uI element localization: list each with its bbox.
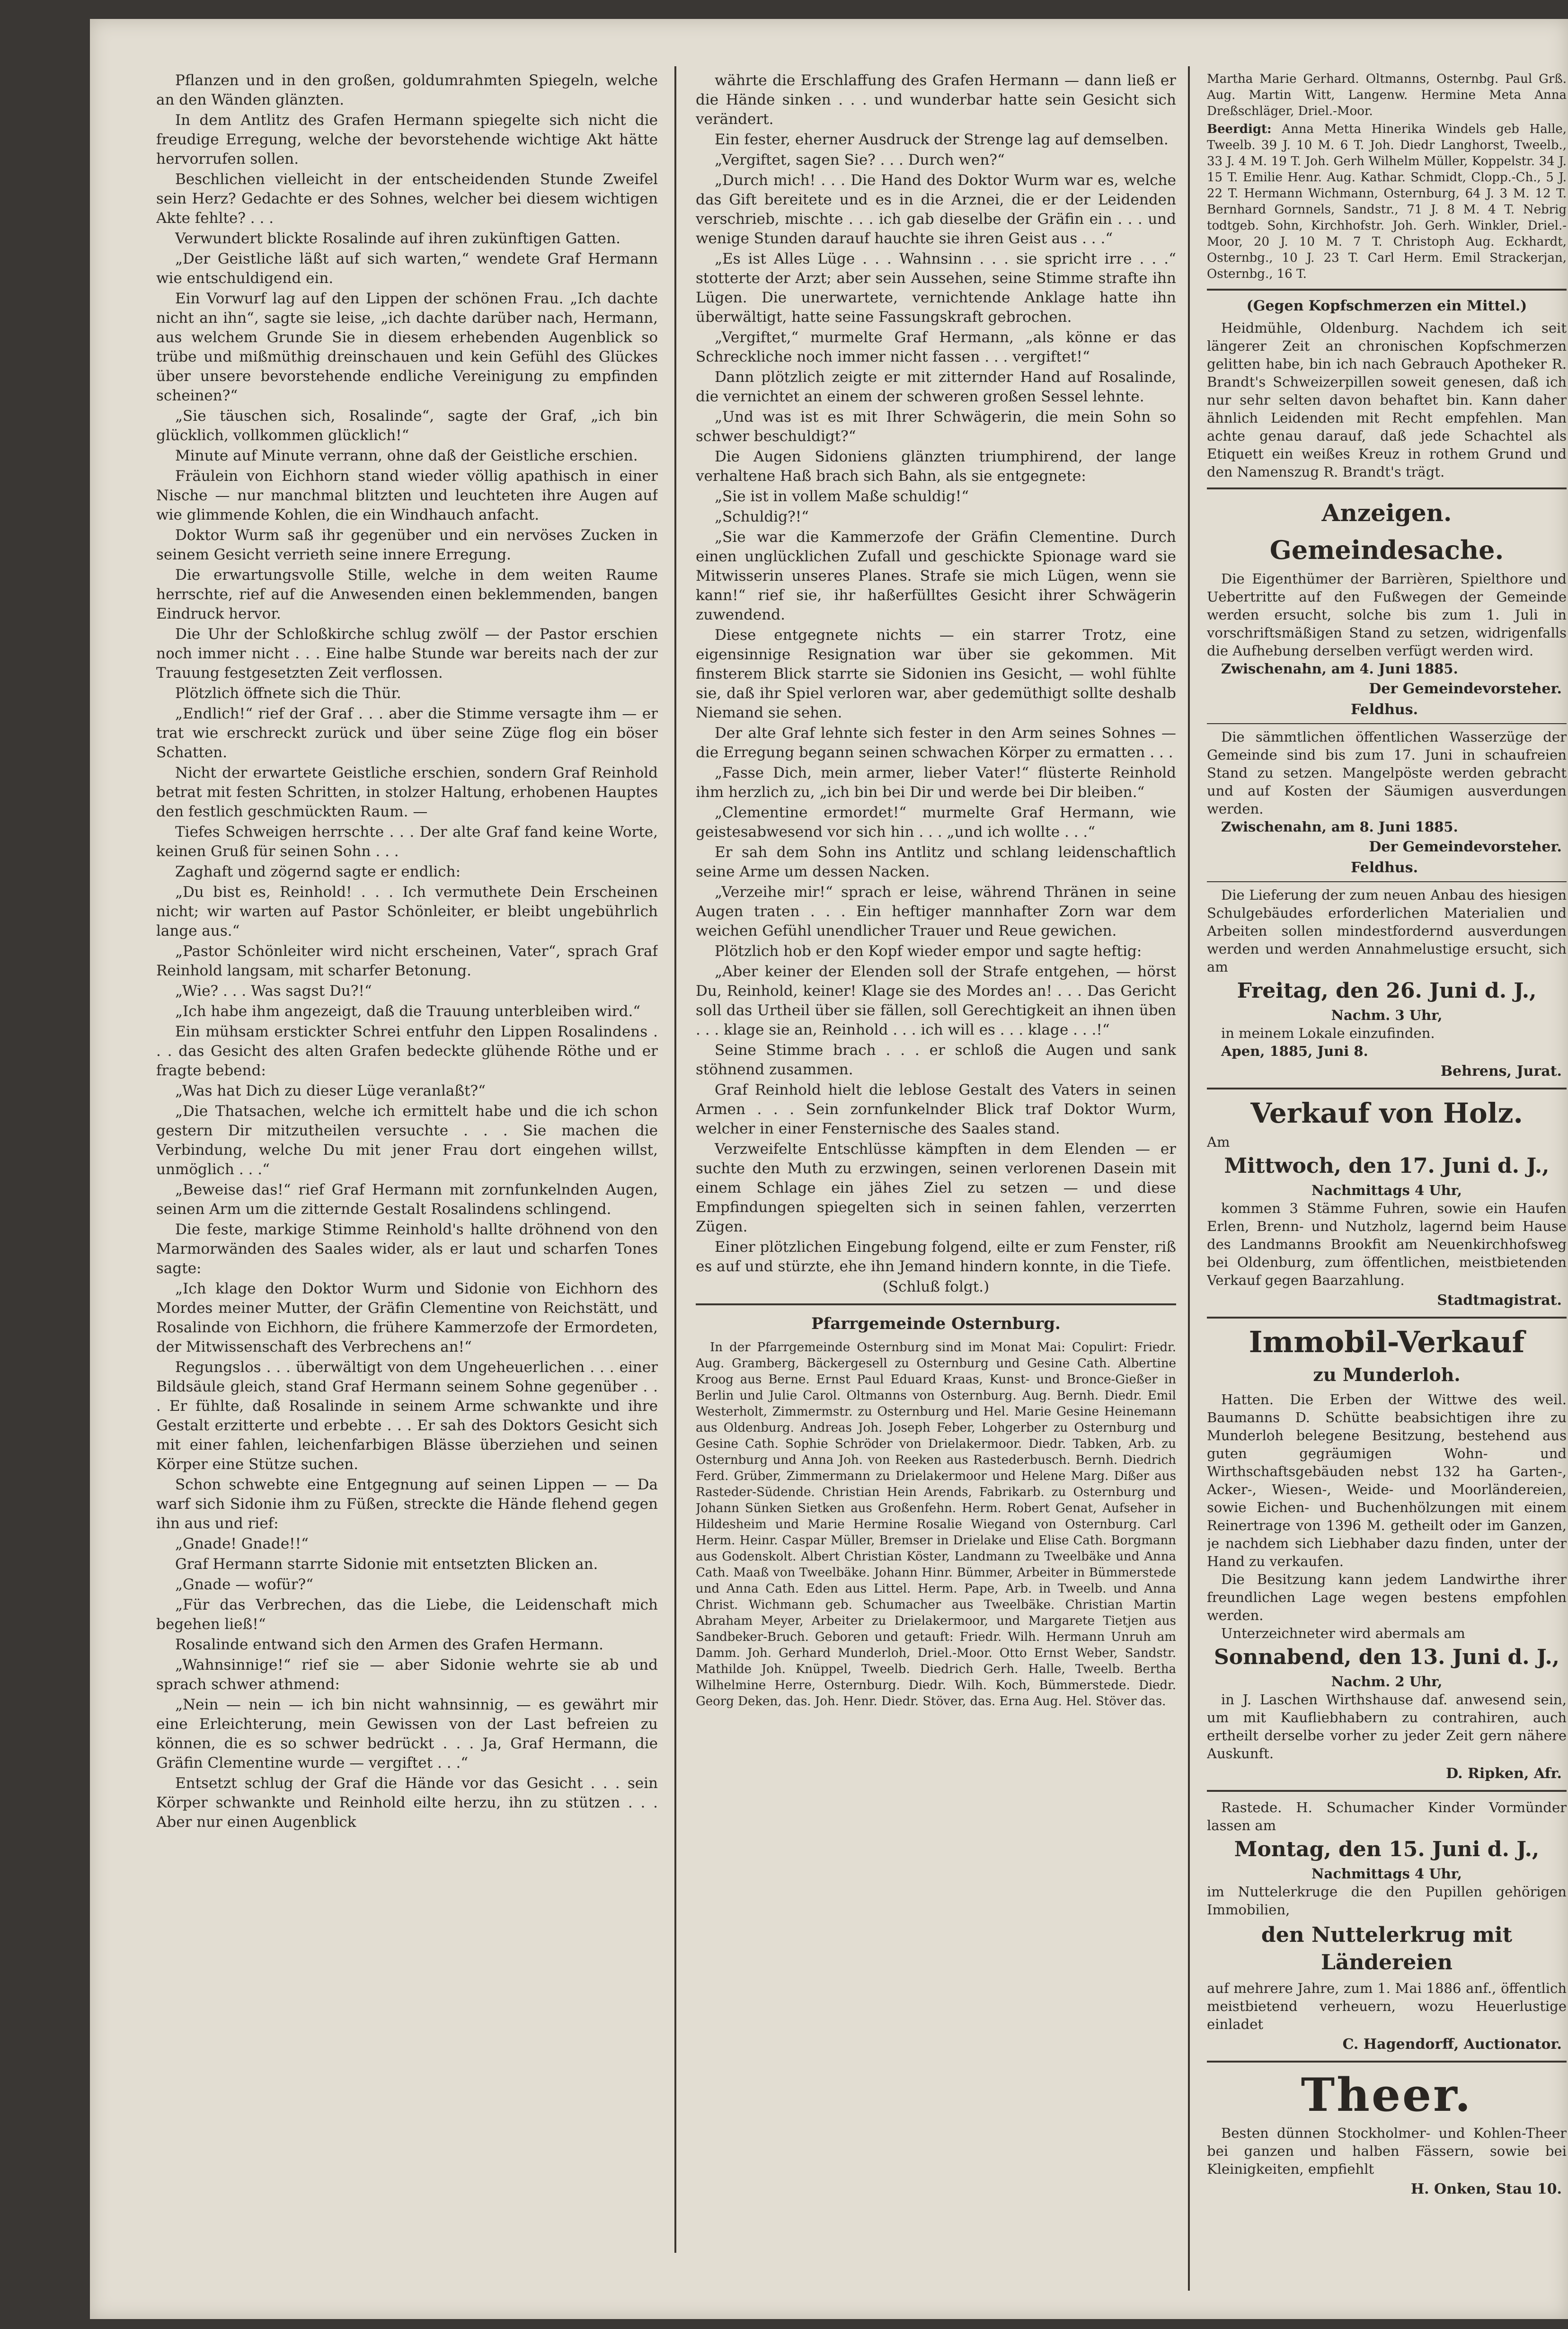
ad-estate-text3: Unterzeichneter wird abermals am xyxy=(1221,1625,1465,1641)
divider xyxy=(1207,723,1567,724)
divider xyxy=(1207,289,1567,291)
divider xyxy=(1207,1317,1567,1319)
story-paragraph: „Ich habe ihm angezeigt, daß die Trauung unterbleiben wird.“ xyxy=(175,1003,641,1020)
ad-school-place: Apen, 1885, Juni 8. xyxy=(1221,1043,1368,1059)
story-paragraph: „Clementine ermordet!“ murmelte Graf Hermann, wie geistesabwesend vor sich hin . . . „und ich wollte . . .“ xyxy=(696,804,1176,841)
story-paragraph: „Aber keiner der Elenden soll der Strafe entgehen, — hörst Du, Reinhold, keiner! Klage sie des Mordes an! . . . Das Gericht soll das Urtheil über sie fällen, soll Gerechtigkeit an ihnen üben . . . klage sie an, Reinhold . . . ich will es . . . klage . . .!“ xyxy=(696,963,1176,1038)
story-paragraph: Die Uhr der Schloßkirche schlug zwölf — der Pastor erschien noch immer nicht . . . Eine halbe Stunde war bereits nach der zur Trauung festgesetzten Zeit verflossen. xyxy=(156,626,658,682)
story-paragraph: Die Augen Sidoniens glänzten triumphirend, der lange verhaltene Haß brach sich Bahn, als sie entgegnete: xyxy=(696,448,1176,485)
story-paragraph: Pflanzen und in den großen, goldumrahmten Spiegeln, welche an den Wänden glänzten. xyxy=(156,72,658,108)
divider xyxy=(1207,487,1567,489)
to-be-continued: (Schluß folgt.) xyxy=(882,1278,990,1295)
story-paragraph: Die erwartungsvolle Stille, welche in dem weiten Raume herrschte, rief auf die Anwesenden einen beklemmenden, bangen Eindruck hervor. xyxy=(156,567,658,622)
story-paragraph: „Für das Verbrechen, das die Liebe, die Leidenschaft mich begehen ließ!“ xyxy=(156,1596,658,1633)
ad-rastede-text2: im Nuttelerkruge die den Pupillen gehörigen Immobilien, xyxy=(1207,1884,1567,1918)
divider xyxy=(696,1303,1176,1305)
story-paragraph: Ein fester, eherner Ausdruck der Strenge lag auf demselben. xyxy=(715,131,1169,148)
ad-wood-am: Am xyxy=(1207,1134,1230,1150)
column-advertisements xyxy=(1207,71,1567,2295)
column-rule xyxy=(674,66,676,2253)
ad-gemeinde-name: Feldhus. xyxy=(1350,701,1418,718)
ad-estate-title: Immobil-Verkauf xyxy=(1249,1325,1525,1359)
ad-tar-title: Theer. xyxy=(1301,2068,1473,2122)
story-paragraph: „Was hat Dich zu dieser Lüge veranlaßt?“ xyxy=(175,1082,486,1099)
story-paragraph: Ein mühsam erstickter Schrei entfuhr den Lippen Rosalindens . . . das Gesicht des alten Grafen bedeckte glühende Röthe und er fragte bebend: xyxy=(156,1023,658,1079)
story-paragraph: „Wie? . . . Was sagst Du?!“ xyxy=(175,983,372,1000)
story-paragraph: Minute auf Minute verrann, ohne daß der Geistliche erschien. xyxy=(175,447,638,464)
story-paragraph: Graf Reinhold hielt die leblose Gestalt des Vaters in seinen Armen . . . Sein zornfunkelnder Blick traf Doktor Wurm, welcher in einer Fensternische des Saales stand. xyxy=(696,1081,1176,1137)
story-paragraph: Verwundert blickte Rosalinde auf ihren zukünftigen Gatten. xyxy=(175,230,621,247)
story-paragraph: währte die Erschlaffung des Grafen Hermann — dann ließ er die Hände sinken . . . und wunderbar hatte sein Gesicht sich verändert. xyxy=(696,72,1176,128)
ad-wasser-name: Feldhus. xyxy=(1350,859,1418,876)
ad-headache-heading: (Gegen Kopfschmerzen ein Mittel.) xyxy=(1246,298,1527,314)
ad-estate-text4: in J. Laschen Wirthshause daf. anwesend sein, um mit Kaufliebhabern zu contrahiren, auch ertheilt derselbe vorher zu jeder Zeit gern nähere Auskunft. xyxy=(1207,1691,1567,1762)
ad-gemeinde-title: Gemeindesache. xyxy=(1269,535,1504,565)
ad-wood-title: Verkauf von Holz. xyxy=(1250,1097,1523,1129)
ad-estate-text2: Die Besitzung kann jedem Landwirthe ihrer freundlichen Lage wegen bestens empfohlen werden. xyxy=(1207,1571,1567,1623)
story-paragraph: „Die Thatsachen, welche ich ermittelt habe und die ich schon gestern Dir mitzutheilen versuchte . . . Sie machen die Verbindung, welche Du mit jener Frau dort eingehen willst, unmöglich . . .“ xyxy=(156,1103,658,1178)
story-paragraph: „Du bist es, Reinhold! . . . Ich vermuthete Dein Erscheinen nicht; wir warten auf Pastor Schönleiter, er bleibt ungebührlich lange aus.“ xyxy=(156,884,658,939)
ad-estate-signature: D. Ripken, Afr. xyxy=(1446,1765,1562,1782)
story-paragraph: Entsetzt schlug der Graf die Hände vor das Gesicht . . . sein Körper schwankte und Reinhold eilte herzu, ihn zu stützen . . . Aber nur einen Augenblick xyxy=(156,1775,658,1831)
births-continued: Martha Marie Gerhard. Oltmanns, Osternbg. Paul Grß. Aug. Martin Witt, Langenw. Hermine Meta Anna Dreßschläger, Driel.-Moor. xyxy=(1207,72,1567,118)
ad-gemeinde-text: Die Eigenthümer der Barrièren, Spielthore und Uebertritte auf den Fußwegen der Gemeinde werden ersucht, solche bis zum 1. Juli in vorschriftsmäßigen Stand zu setzen, widrigenfalls die Aufhebung derselben verfügt werden wird. xyxy=(1207,571,1567,659)
ad-estate-date: Sonnabend, den 13. Juni d. J., xyxy=(1214,1645,1559,1669)
ad-estate-text: Hatten. Die Erben der Wittwe des weil. Baumanns D. Schütte beabsichtigen ihre zu Munderloh belegene Besitzung, bestehend aus guten gegräumigen Wohn- und Wirthschaftsgebäuden nebst 132 ha Garten-, Acker-, Wiesen-, Weide- und Moorländereien, sowie Eichen- und Buchenhölzungen mit einem Reinertrage von 1396 M. getheilt oder im Ganzen, je nachdem sich Liebhaber dazu finden, unter der Hand zu verkaufen. xyxy=(1207,1391,1567,1569)
story-paragraph: „Ich klage den Doktor Wurm und Sidonie von Eichhorn des Mordes meiner Mutter, der Gräfin Clementine von Reichstätt, und Rosalinde von Eichhorn, die frühere Kammerzofe der Ermordeten, der Mitwissenschaft des Verbrechens an!“ xyxy=(156,1280,658,1355)
story-paragraph: Zaghaft und zögernd sagte er endlich: xyxy=(175,863,461,880)
story-paragraph: Nicht der erwartete Geistliche erschien, sondern Graf Reinhold betrat mit festen Schritten, in stolzer Haltung, erhobenen Hauptes den festlich geschmückten Raum. — xyxy=(156,764,658,820)
ad-headache-text: Heidmühle, Oldenburg. Nachdem ich seit längerer Zeit an chronischen Kopfschmerzen gelitten habe, bin ich nach Gebrauch Apotheker R. Brandt's Schweizerpillen soweit genesen, daß ich nur sehr selten davon behaftet bin. Kann daher ähnlich Leidenden mit Recht empfehlen. Man achte genau darauf, daß jede Schachtel als Etiquett ein weißes Kreuz in rothem Grund und den Namenszug R. Brandt's trägt. xyxy=(1207,320,1567,480)
ad-estate-time: Nachm. 2 Uhr, xyxy=(1331,1674,1443,1690)
section-anzeigen: Anzeigen. xyxy=(1321,499,1452,527)
burials-label: Beerdigt: xyxy=(1207,122,1272,136)
story-paragraph: „Gnade! Gnade!!“ xyxy=(175,1535,309,1552)
ad-wasser-signature: Der Gemeindevorsteher. xyxy=(1369,839,1562,855)
story-paragraph: Plötzlich öffnete sich die Thür. xyxy=(175,685,401,702)
story-paragraph: „Schuldig?!“ xyxy=(715,508,809,525)
ad-rastede-time: Nachmittags 4 Uhr, xyxy=(1311,1866,1462,1882)
ad-wood-text: kommen 3 Stämme Fuhren, sowie ein Haufen Erlen, Brenn- und Nutzholz, lagernd beim Hause des Landmanns Brookfit am Neuenkirchhofsweg bei Oldenburg, zum öffentlichen, meistbietenden Verkauf gegen Baarzahlung. xyxy=(1207,1200,1567,1288)
story-paragraph: „Endlich!“ rief der Graf . . . aber die Stimme versagte ihm — er trat wie erschreckt zurück und über seine Züge flog ein böser Schatten. xyxy=(156,705,658,761)
story-paragraph: Der alte Graf lehnte sich fester in den Arm seines Sohnes — die Erregung begann seinen schwachen Körper zu ermatten . . . xyxy=(696,725,1176,761)
ad-wood-time: Nachmittags 4 Uhr, xyxy=(1311,1182,1462,1198)
story-paragraph: Regungslos . . . überwältigt von dem Ungeheuerlichen . . . einer Bildsäule gleich, stand Graf Hermann seinem Sohne gegenüber . . . Er fühlte, daß Rosalinde in seinem Arme schwankte und ihre Gestalt erzitterte und erbebte . . . Er sah des Doktors Gesicht sich mit einer fahlen, leichenfarbigen Blässe überziehen und seinen Körper eine Stütze suchen. xyxy=(156,1359,658,1473)
divider xyxy=(1207,2061,1567,2063)
story-paragraph: „Beweise das!“ rief Graf Hermann mit zornfunkelnden Augen, seinen Arm um die zitternde Gestalt Rosalindens schlingend. xyxy=(156,1181,658,1218)
story-paragraph: Einer plötzlichen Eingebung folgend, eilte er zum Fenster, riß es auf und stürzte, ehe ihn Jemand hindern konnte, in die Tiefe. xyxy=(696,1239,1176,1275)
burials-list: Anna Metta Hinerika Windels geb Halle, Tweelb. 39 J. 10 M. 6 T. Joh. Diedr Langhorst, Tweelb., 33 J. 4 M. 19 T. Joh. Gerh Wilhelm Müller, Koppelstr. 34 J. 15 T. Emilie Henr. Aug. Kathar. Schmidt, Clopp.-Ch., 5 J. 22 T. Hermann Wichmann, Osternburg, 64 J. 3 M. 12 T. Bernhard Gornnels, Sandstr., 71 J. 8 M. 4 T. Nebrig todtgeb. Sohn, Kirchhofstr. Joh. Gerh. Winkler, Driel.-Moor, 20 J. 10 M. 7 T. Christoph Aug. Eckhardt, Osternbg., 10 J. 23 T. Carl Herm. Emil Strackerjan, Osternbg., 16 T. xyxy=(1207,122,1567,281)
ad-school-text2: in meinem Lokale einzufinden. xyxy=(1221,1025,1435,1041)
divider xyxy=(1207,1790,1567,1792)
ad-wasser-date: Zwischenahn, am 8. Juni 1885. xyxy=(1221,819,1458,835)
story-paragraph: Plötzlich hob er den Kopf wieder empor und sagte heftig: xyxy=(715,943,1142,960)
story-paragraph: Schon schwebte eine Entgegnung auf seinen Lippen — — Da warf sich Sidonie ihm zu Füßen, streckte die Hände flehend gegen ihn aus und rief: xyxy=(156,1476,658,1532)
ad-school-text: Die Lieferung der zum neuen Anbau des hiesigen Schulgebäudes erforderlichen Materialien und Arbeiten sollen mindestfordernd ausverdungen werden und werden Annahmelustige ersucht, sich am xyxy=(1207,887,1567,975)
story-paragraph: Die feste, markige Stimme Reinhold's hallte dröhnend von den Marmorwänden des Saales wider, als er laut und scharfen Tones sagte: xyxy=(156,1221,658,1277)
ad-rastede-big: den Nuttelerkrug mit Ländereien xyxy=(1261,1923,1513,1975)
column-story-2 xyxy=(696,71,1176,2229)
ad-tar-signature: H. Onken, Stau 10. xyxy=(1410,2181,1562,2197)
ad-rastede-date: Montag, den 15. Juni d. J., xyxy=(1234,1837,1540,1861)
ad-rastede-text: Rastede. H. Schumacher Kinder Vormünder lassen am xyxy=(1207,1799,1567,1833)
story-paragraph: „Sie war die Kammerzofe der Gräfin Clementine. Durch einen unglücklichen Zufall und geschickte Spionage ward sie Mitwisserin unseres Planes. Strafe sie mich Lügen, wenn sie kann!“ rief sie, ihr haßerfülltes Gesicht ihrer Schwägerin zuwendend. xyxy=(696,529,1176,623)
story-paragraph: „Gnade — wofür?“ xyxy=(175,1576,314,1593)
story-paragraph: Doktor Wurm saß ihr gegenüber und ein nervöses Zucken in seinem Gesicht verrieth seine innere Erregung. xyxy=(156,527,658,563)
ad-rastede-text3: auf mehrere Jahre, zum 1. Mai 1886 anf., öffentlich meistbietend verheuern, wozu Heuerlustige einladet xyxy=(1207,1980,1567,2032)
ad-gemeinde-signature: Der Gemeindevorsteher. xyxy=(1369,681,1562,697)
ad-gemeinde-date: Zwischenahn, am 4. Juni 1885. xyxy=(1221,661,1458,677)
story-paragraph: „Und was ist es mit Ihrer Schwägerin, die mein Sohn so schwer beschuldigt?“ xyxy=(696,408,1176,445)
story-paragraph: „Vergiftet, sagen Sie? . . . Durch wen?“ xyxy=(715,151,1005,168)
newspaper-page xyxy=(90,19,1568,2319)
divider xyxy=(1207,881,1567,882)
story-paragraph: „Der Geistliche läßt auf sich warten,“ wendete Graf Hermann wie entschuldigend ein. xyxy=(156,250,658,287)
story-paragraph: Er sah dem Sohn ins Antlitz und schlang leidenschaftlich seine Arme um dessen Nacken. xyxy=(696,844,1176,880)
story-paragraph: „Vergiftet,“ murmelte Graf Hermann, „als könne er das Schreckliche noch immer nicht fassen . . . vergiftet!“ xyxy=(696,329,1176,365)
story-paragraph: Tiefes Schweigen herrschte . . . Der alte Graf fand keine Worte, keinen Gruß für seinen Sohn . . . xyxy=(156,824,658,860)
ad-rastede-signature: C. Hagendorff, Auctionator. xyxy=(1342,2036,1562,2053)
ad-school-date: Freitag, den 26. Juni d. J., xyxy=(1237,979,1537,1003)
story-paragraph: Diese entgegnete nichts — ein starrer Trotz, eine eigensinnige Resignation war über sie gekommen. Mit finsterem Blick starrte sie Sidonien ins Gesicht, — wohl fühlte sie, daß ihr Spiel verloren war, aber gedemüthigt sollte deshalb Niemand sie sehen. xyxy=(696,627,1176,721)
ad-tar-text: Besten dünnen Stockholmer- und Kohlen-Theer bei ganzen und halben Fässern, sowie bei Kleinigkeiten, empfiehlt xyxy=(1207,2125,1567,2177)
story-paragraph: In dem Antlitz des Grafen Hermann spiegelte sich nicht die freudige Erregung, welche der bevorstehende wichtige Akt hätte hervorrufen sollen. xyxy=(156,112,658,168)
story-paragraph: „Pastor Schönleiter wird nicht erscheinen, Vater“, sprach Graf Reinhold langsam, mit scharfer Betonung. xyxy=(156,943,658,979)
ad-wasser-text: Die sämmtlichen öffentlichen Wasserzüge der Gemeinde sind bis zum 17. Juni in schaufreien Stand zu setzen. Mangelpöste werden gebracht und auf Kosten der Säumigen ausverdungen werden. xyxy=(1207,729,1567,817)
ad-wood-date: Mittwoch, den 17. Juni d. J., xyxy=(1224,1154,1550,1178)
story-paragraph: „Nein — nein — ich bin nicht wahnsinnig, — es gewährt mir eine Erleichterung, mein Gewissen von der Last befreien zu können, die es so schwer bedrückt . . . Ja, Graf Hermann, die Gräfin Clementine wurde — vergiftet . . .“ xyxy=(156,1696,658,1771)
ad-wood-signature: Stadtmagistrat. xyxy=(1437,1292,1562,1309)
story-paragraph: Seine Stimme brach . . . er schloß die Augen und sank stöhnend zusammen. xyxy=(696,1042,1176,1078)
story-paragraph: „Durch mich! . . . Die Hand des Doktor Wurm war es, welche das Gift bereitete und es in die Arznei, die er der Leidenden verschrieb, mischte . . . ich gab dieselbe der Gräfin ein . . . und wenige Stunden darauf hauchte sie ihren Geist aus . . .“ xyxy=(696,172,1176,247)
story-paragraph: „Sie täuschen sich, Rosalinde“, sagte der Graf, „ich bin glücklich, vollkommen glücklich!“ xyxy=(156,407,658,444)
story-paragraph: Verzweifelte Entschlüsse kämpften in dem Elenden — er suchte den Muth zu erzwingen, seinen verlorenen Dasein mit einem Schlage ein jähes Ziel zu setzen — und diese Empfindungen spiegelten sich in seinen fahlen, verzerrten Zügen. xyxy=(696,1141,1176,1235)
column-rule xyxy=(1188,66,1190,2291)
story-paragraph: „Wahnsinnige!“ rief sie — aber Sidonie wehrte sie ab und sprach schwer athmend: xyxy=(156,1656,658,1693)
story-paragraph: „Sie ist in vollem Maße schuldig!“ xyxy=(715,488,969,505)
story-paragraph: „Es ist Alles Lüge . . . Wahnsinn . . . sie spricht irre . . .“ stotterte der Arzt; aber sein Aussehen, seine Stimme strafte ihn Lügen. Die unerwartete, vernichtende Anklage hatte ihn überwältigt, hatte seine Fassungskraft gebrochen. xyxy=(696,250,1176,326)
story-paragraph: Graf Hermann starrte Sidonie mit entsetzten Blicken an. xyxy=(175,1556,598,1573)
column-story-1 xyxy=(156,71,658,2229)
parish-register: In der Pfarrgemeinde Osternburg sind im Monat Mai: Copulirt: Friedr. Aug. Gramberg, Bäckergesell zu Osternburg und Gesine Cath. Albertine Kroog aus Berne. Ernst Paul Eduard Kraas, Kunst- und Bronce-Gießer in Berlin und Julie Carol. Oltmanns von Osternburg. Aug. Bernh. Diedr. Emil Westerholt, Zimmermstr. zu Osternburg und Hel. Marie Gesine Heinemann aus Oldenburg. Andreas Joh. Joseph Feber, Lohgerber zu Osternburg und Gesine Cath. Sophie Schröder von Drielakermoor. Diedr. Tabken, Arb. zu Osternburg und Anna Joh. von Reeken aus Rastederbusch. Bernh. Diedrich Ferd. Grüber, Zimmermann zu Drielakermoor und Helene Marg. Dißer aus Rasteder-Südende. Christian Hein Arends, Fabrikarb. zu Osternburg und Johann Sünken Sietken aus Großenfehn. Herm. Robert Genat, Aufseher in Hildesheim und Marie Hermine Rosalie Wiegand von Osternburg. Carl Herm. Heinr. Caspar Müller, Bremser in Drielake und Elise Cath. Borgmann aus Godenskolt. Albert Christian Köster, Landmann zu Tweelbäke und Anna Cath. Maaß von Tweelbäke. Johann Hinr. Bümmer, Arbeiter in Bümmerstede und Anna Cath. Eden aus Littel. Herm. Pape, Arb. in Tweelb. und Anna Christ. Wichmann geb. Schumacher aus Tweelbäke. Christian Martin Abraham Meyer, Arbeiter zu Drielakermoor, und Margarete Tietjen aus Sandbeker-Bruch. Geboren und getauft: Friedr. Wilh. Hermann Unruh am Damm. Joh. Gerhard Munderloh, Driel.-Moor. Otto Ernst Weber, Sandstr. Mathilde Joh. Knüppel, Tweelb. Diedrich Gerh. Halle, Tweelb. Bertha Wilhelmine Herre, Osternburg. Diedr. Wilh. Koch, Bümmerstede. Diedr. Georg Deken, das. Joh. Henr. Diedr. Stöver, das. Erna Aug. Hel. Stöver das. xyxy=(696,1340,1176,1709)
ad-estate-subtitle: zu Munderloh. xyxy=(1313,1364,1461,1385)
story-paragraph: Beschlichen vielleicht in der entscheidenden Stunde Zweifel sein Herz? Gedachte er des Sohnes, welcher bei diesem wichtigen Akte fehlte? . . . xyxy=(156,171,658,227)
story-paragraph: Fräulein von Eichhorn stand wieder völlig apathisch in einer Nische — nur manchmal blitzten und leuchteten ihre Augen auf wie glimmende Kohlen, die ein Windhauch anfacht. xyxy=(156,468,658,523)
story-paragraph: „Fasse Dich, mein armer, lieber Vater!“ flüsterte Reinhold ihm herzlich zu, „ich bin bei Dir und werde bei Dir bleiben.“ xyxy=(696,764,1176,801)
story-paragraph: „Verzeihe mir!“ sprach er leise, während Thränen in seine Augen traten . . . Ein heftiger mannhafter Zorn war dem weichen Gefühl unendlicher Trauer und Reue gewichen. xyxy=(696,884,1176,939)
story-paragraph: Rosalinde entwand sich den Armen des Grafen Hermann. xyxy=(175,1636,603,1653)
ad-school-time: Nachm. 3 Uhr, xyxy=(1331,1007,1443,1023)
story-paragraph: Ein Vorwurf lag auf den Lippen der schönen Frau. „Ich dachte nicht an ihn“, sagte sie leise, „ich dachte darüber nach, Hermann, aus welchem Grunde Sie in diesem erhebenden Augenblick so trübe und mißmüthig dreinschauen und kein Gefühl des Glückes über unsere bevorstehende endliche Vereinigung zu empfinden scheinen?“ xyxy=(156,290,658,404)
parish-heading: Pfarrgemeinde Osternburg. xyxy=(811,1314,1061,1333)
ad-school-signature: Behrens, Jurat. xyxy=(1440,1063,1562,1080)
divider xyxy=(1207,1088,1567,1089)
story-paragraph: Dann plötzlich zeigte er mit zitternder Hand auf Rosalinde, die vernichtet an einem der schweren großen Sessel lehnte. xyxy=(696,369,1176,405)
